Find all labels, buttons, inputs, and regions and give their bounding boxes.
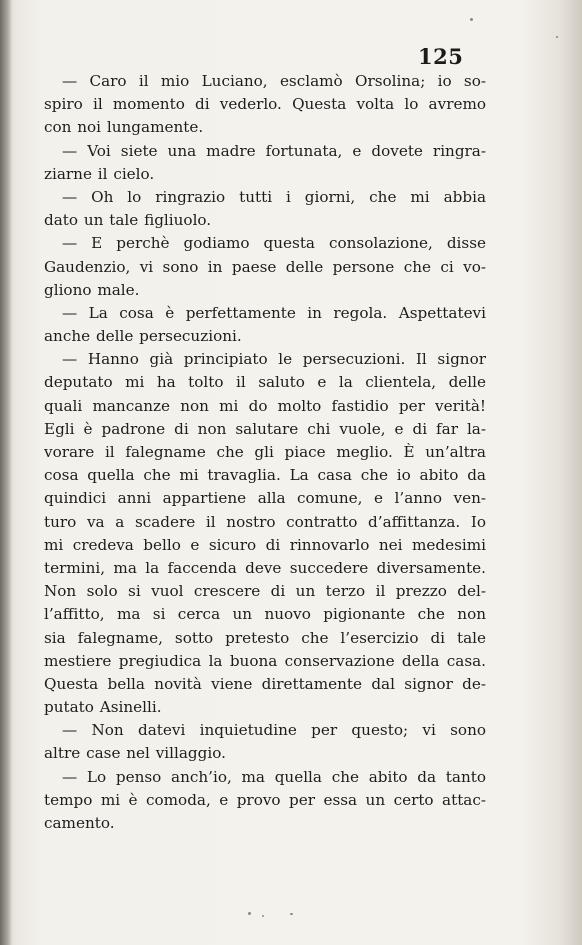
text-line: putato Asinelli. [44, 698, 162, 717]
page-spine-shadow [0, 0, 12, 945]
text-line: Gaudenzio, vi sono in paese delle persone che ci vo- [44, 257, 486, 276]
text-line: Non solo si vuol crescere di un terzo il prezzo del- [44, 582, 486, 601]
text-line: deputato mi ha tolto il saluto e la clientela, delle [44, 373, 486, 392]
text-line: — Oh lo ringrazio tutti i giorni, che mi abbia [62, 187, 486, 206]
text-line: — La cosa è perfettamente in regola. Aspettatevi [62, 303, 486, 322]
text-line: anche delle persecuzioni. [44, 327, 242, 346]
text-line: mi credeva bello e sicuro di rinnovarlo nei medesimi [44, 535, 486, 554]
text-line: camento. [44, 814, 115, 832]
text-line: — Caro il mio Luciano, esclamò Orsolina; io so- [62, 72, 486, 90]
text-line: — Hanno già principiato le persecuzioni. Il signor [62, 350, 486, 369]
text-line: — Non datevi inquietudine per questo; vi sono [62, 721, 486, 740]
paper-speck [470, 18, 473, 21]
text-line: altre case nel villaggio. [44, 744, 226, 763]
text-line: Egli è padrone di non salutare chi vuole, e di far la- [44, 419, 486, 438]
text-line: gliono male. [44, 280, 140, 299]
text-line: ziarne il cielo. [44, 164, 155, 183]
page-number: 125 [418, 44, 464, 69]
text-line: mestiere pregiudica la buona conservazione della casa. [44, 651, 486, 670]
text-line: vorare il falegname che gli piace meglio. È un’altra [44, 443, 486, 461]
text-line: quali mancanze non mi do molto fastidio per verità! [44, 396, 486, 415]
text-line: dato un tale figliuolo. [44, 211, 212, 230]
paper-speck [290, 913, 293, 915]
paper-speck [248, 912, 251, 915]
text-line: turo va a scadere il nostro contratto d’affittanza. Io [44, 512, 486, 531]
text-line: spiro il momento di vederlo. Questa volta lo avremo [44, 95, 486, 114]
text-line: sia falegname, sotto pretesto che l’esercizio di tale [44, 628, 486, 647]
text-line: — Voi siete una madre fortunata, e dovete ringra- [62, 141, 486, 160]
body-text [44, 70, 486, 835]
text-line: tempo mi è comoda, e provo per essa un certo attac- [44, 790, 486, 809]
text-line: l’affitto, ma si cerca un nuovo pigionante che non [44, 605, 486, 624]
text-line: — E perchè godiamo questa consolazione, disse [62, 234, 486, 253]
text-line: cosa quella che mi travaglia. La casa che io abito da [44, 466, 486, 485]
text-line: con noi lungamente. [44, 118, 204, 137]
paper-speck [556, 36, 558, 38]
paper-speck [262, 915, 264, 917]
text-line: quindici anni appartiene alla comune, e l’anno ven- [44, 489, 486, 508]
text-line: termini, ma la faccenda deve succedere diversamente. [44, 558, 486, 577]
text-line: — Lo penso anch’io, ma quella che abito da tanto [62, 767, 486, 786]
text-line: Questa bella novità viene direttamente dal signor de- [44, 674, 486, 693]
